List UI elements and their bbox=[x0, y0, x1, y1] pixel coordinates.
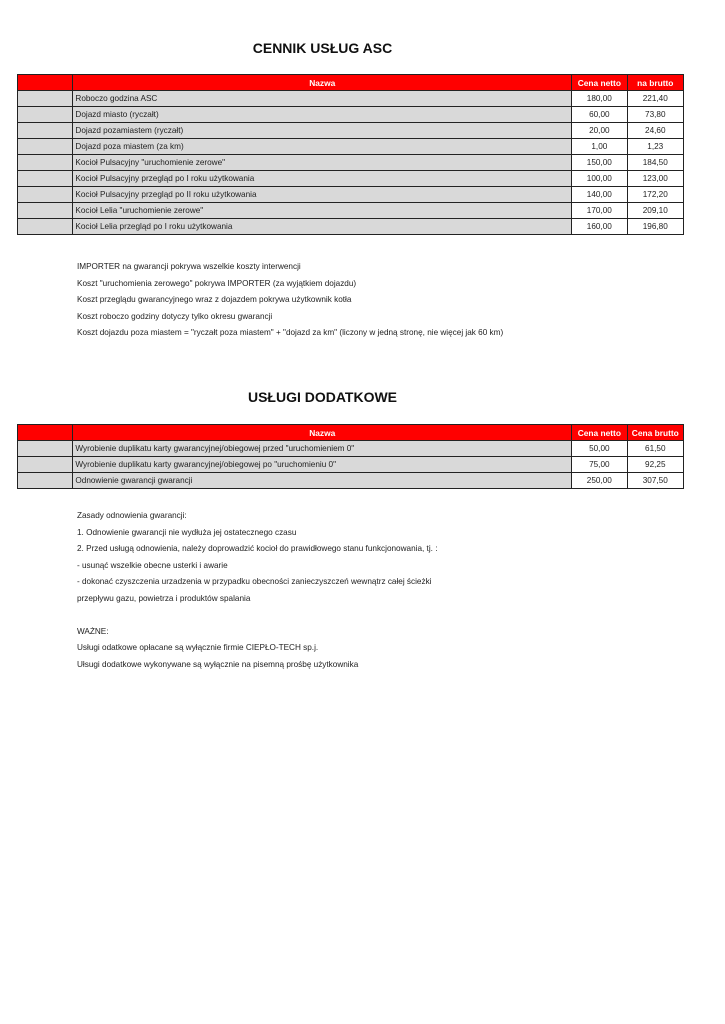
header-gross-price: Cena brutto bbox=[627, 425, 683, 441]
table-row bbox=[18, 203, 684, 219]
header-blank-cell bbox=[18, 425, 73, 441]
note-line: Usługi odatkowe opłacane są wyłącznie firmie CIEPŁO-TECH sp.j. bbox=[77, 643, 319, 652]
table-row bbox=[18, 457, 684, 473]
row-blank-cell bbox=[18, 203, 73, 219]
row-net-price-cell: 1,00 bbox=[572, 139, 627, 155]
row-blank-cell bbox=[18, 219, 73, 235]
row-blank-cell bbox=[18, 139, 73, 155]
row-net-price-cell: 170,00 bbox=[572, 203, 627, 219]
row-blank-cell bbox=[18, 123, 73, 139]
row-name-cell: Kocioł Pulsacyjny przegląd po I roku użytkowania bbox=[73, 171, 572, 187]
table-row bbox=[18, 139, 684, 155]
row-gross-price-cell: 61,50 bbox=[627, 441, 683, 457]
row-net-price-cell: 160,00 bbox=[572, 219, 627, 235]
table-row bbox=[18, 441, 684, 457]
table-row bbox=[18, 107, 684, 123]
note-line: IMPORTER na gwarancji pokrywa wszelkie koszty interwencji bbox=[77, 262, 301, 271]
row-blank-cell bbox=[18, 107, 73, 123]
row-net-price-cell: 250,00 bbox=[572, 473, 627, 489]
row-gross-price-cell: 73,80 bbox=[627, 107, 683, 123]
row-name-cell: Kocioł Pulsacyjny przegląd po II roku użytkowania bbox=[73, 187, 572, 203]
row-blank-cell bbox=[18, 91, 73, 107]
header-gross-price: na brutto bbox=[627, 75, 683, 91]
header-name: Nazwa bbox=[73, 75, 572, 91]
row-name-cell: Wyrobienie duplikatu karty gwarancyjnej/obiegowej po "uruchomieniu 0" bbox=[73, 457, 572, 473]
row-net-price-cell: 60,00 bbox=[572, 107, 627, 123]
note-line: Koszt roboczo godziny dotyczy tylko okresu gwarancji bbox=[77, 311, 273, 321]
note-line: Koszt przeglądu gwarancyjnego wraz z dojazdem pokrywa użytkownik kotła bbox=[77, 295, 352, 304]
note-line: - usunąć wszelkie obecne usterki i awarie bbox=[77, 560, 228, 570]
row-name-cell: Odnowienie gwarancji gwarancji bbox=[73, 473, 572, 489]
additional-services-table bbox=[17, 424, 684, 489]
table-row bbox=[18, 187, 684, 203]
row-net-price-cell: 140,00 bbox=[572, 187, 627, 203]
note-line: 2. Przed usługą odnowienia, należy doprowadzić kocioł do prawidłowego stanu funkcjonowania, tj. : bbox=[77, 544, 438, 553]
row-net-price-cell: 150,00 bbox=[572, 155, 627, 171]
row-net-price-cell: 50,00 bbox=[572, 441, 627, 457]
note-line: Ułsugi dodatkowe wykonywane są wyłącznie na pisemną prośbę użytkownika bbox=[77, 659, 359, 669]
row-name-cell: Roboczo godzina ASC bbox=[73, 91, 572, 107]
price-list-title: CENNIK USŁUG ASC bbox=[252, 40, 393, 56]
note-line: - dokonać czyszczenia urzadzenia w przypadku obecności zanieczyszczeń wewnątrz całej ścieżki bbox=[77, 577, 432, 586]
table-row bbox=[18, 219, 684, 235]
note-line bbox=[77, 607, 437, 624]
row-gross-price-cell: 221,40 bbox=[627, 91, 683, 107]
price-list-notes bbox=[77, 259, 503, 342]
table-row bbox=[18, 155, 684, 171]
row-blank-cell bbox=[18, 171, 73, 187]
row-gross-price-cell: 209,10 bbox=[627, 203, 683, 219]
row-gross-price-cell: 123,00 bbox=[627, 171, 683, 187]
row-gross-price-cell: 92,25 bbox=[627, 457, 683, 473]
header-name: Nazwa bbox=[73, 425, 572, 441]
table-row bbox=[18, 123, 684, 139]
row-blank-cell bbox=[18, 473, 73, 489]
header-blank-cell bbox=[18, 75, 73, 91]
table-row bbox=[18, 171, 684, 187]
additional-services-title: USŁUGI DODATKOWE bbox=[247, 389, 398, 405]
row-net-price-cell: 100,00 bbox=[572, 171, 627, 187]
note-line: Koszt dojazdu poza miastem = "ryczałt poza miastem" + "dojazd za km" (liczony w jedną stronę, nie więcej jak 60 km) bbox=[77, 328, 504, 337]
row-name-cell: Kocioł Pulsacyjny "uruchomienie zerowe" bbox=[73, 155, 572, 171]
row-gross-price-cell: 24,60 bbox=[627, 123, 683, 139]
table-header-row bbox=[18, 425, 684, 441]
note-line: Zasady odnowienia gwarancji: bbox=[77, 511, 187, 520]
row-name-cell: Kocioł Lelia przegląd po I roku użytkowania bbox=[73, 219, 572, 235]
row-net-price-cell: 20,00 bbox=[572, 123, 627, 139]
note-line: Koszt "uruchomienia zerowego" pokrywa IMPORTER (za wyjątkiem dojazdu) bbox=[77, 278, 357, 288]
note-line: przepływu gazu, powietrza i produktów spalania bbox=[77, 593, 251, 603]
row-name-cell: Dojazd pozamiastem (ryczałt) bbox=[73, 123, 572, 139]
row-name-cell: Wyrobienie duplikatu karty gwarancyjnej/obiegowej przed "uruchomieniem 0" bbox=[73, 441, 572, 457]
row-gross-price-cell: 172,20 bbox=[627, 187, 683, 203]
row-name-cell: Kocioł Lelia "uruchomienie zerowe" bbox=[73, 203, 572, 219]
row-blank-cell bbox=[18, 155, 73, 171]
table-row bbox=[18, 473, 684, 489]
row-gross-price-cell: 196,80 bbox=[627, 219, 683, 235]
row-net-price-cell: 180,00 bbox=[572, 91, 627, 107]
table-header-row bbox=[18, 75, 684, 91]
row-gross-price-cell: 184,50 bbox=[627, 155, 683, 171]
header-net-price: Cena netto bbox=[572, 425, 627, 441]
table-row bbox=[18, 91, 684, 107]
additional-services-notes bbox=[77, 508, 437, 673]
row-gross-price-cell: 1,23 bbox=[627, 139, 683, 155]
row-net-price-cell: 75,00 bbox=[572, 457, 627, 473]
row-blank-cell bbox=[18, 187, 73, 203]
note-line: WAŻNE: bbox=[77, 626, 109, 636]
row-blank-cell bbox=[18, 441, 73, 457]
price-list-table bbox=[17, 74, 684, 235]
header-net-price: Cena netto bbox=[572, 75, 627, 91]
row-name-cell: Dojazd miasto (ryczałt) bbox=[73, 107, 572, 123]
row-name-cell: Dojazd poza miastem (za km) bbox=[73, 139, 572, 155]
row-blank-cell bbox=[18, 457, 73, 473]
note-line: 1. Odnowienie gwarancji nie wydłuża jej ostatecznego czasu bbox=[77, 527, 297, 537]
row-gross-price-cell: 307,50 bbox=[627, 473, 683, 489]
